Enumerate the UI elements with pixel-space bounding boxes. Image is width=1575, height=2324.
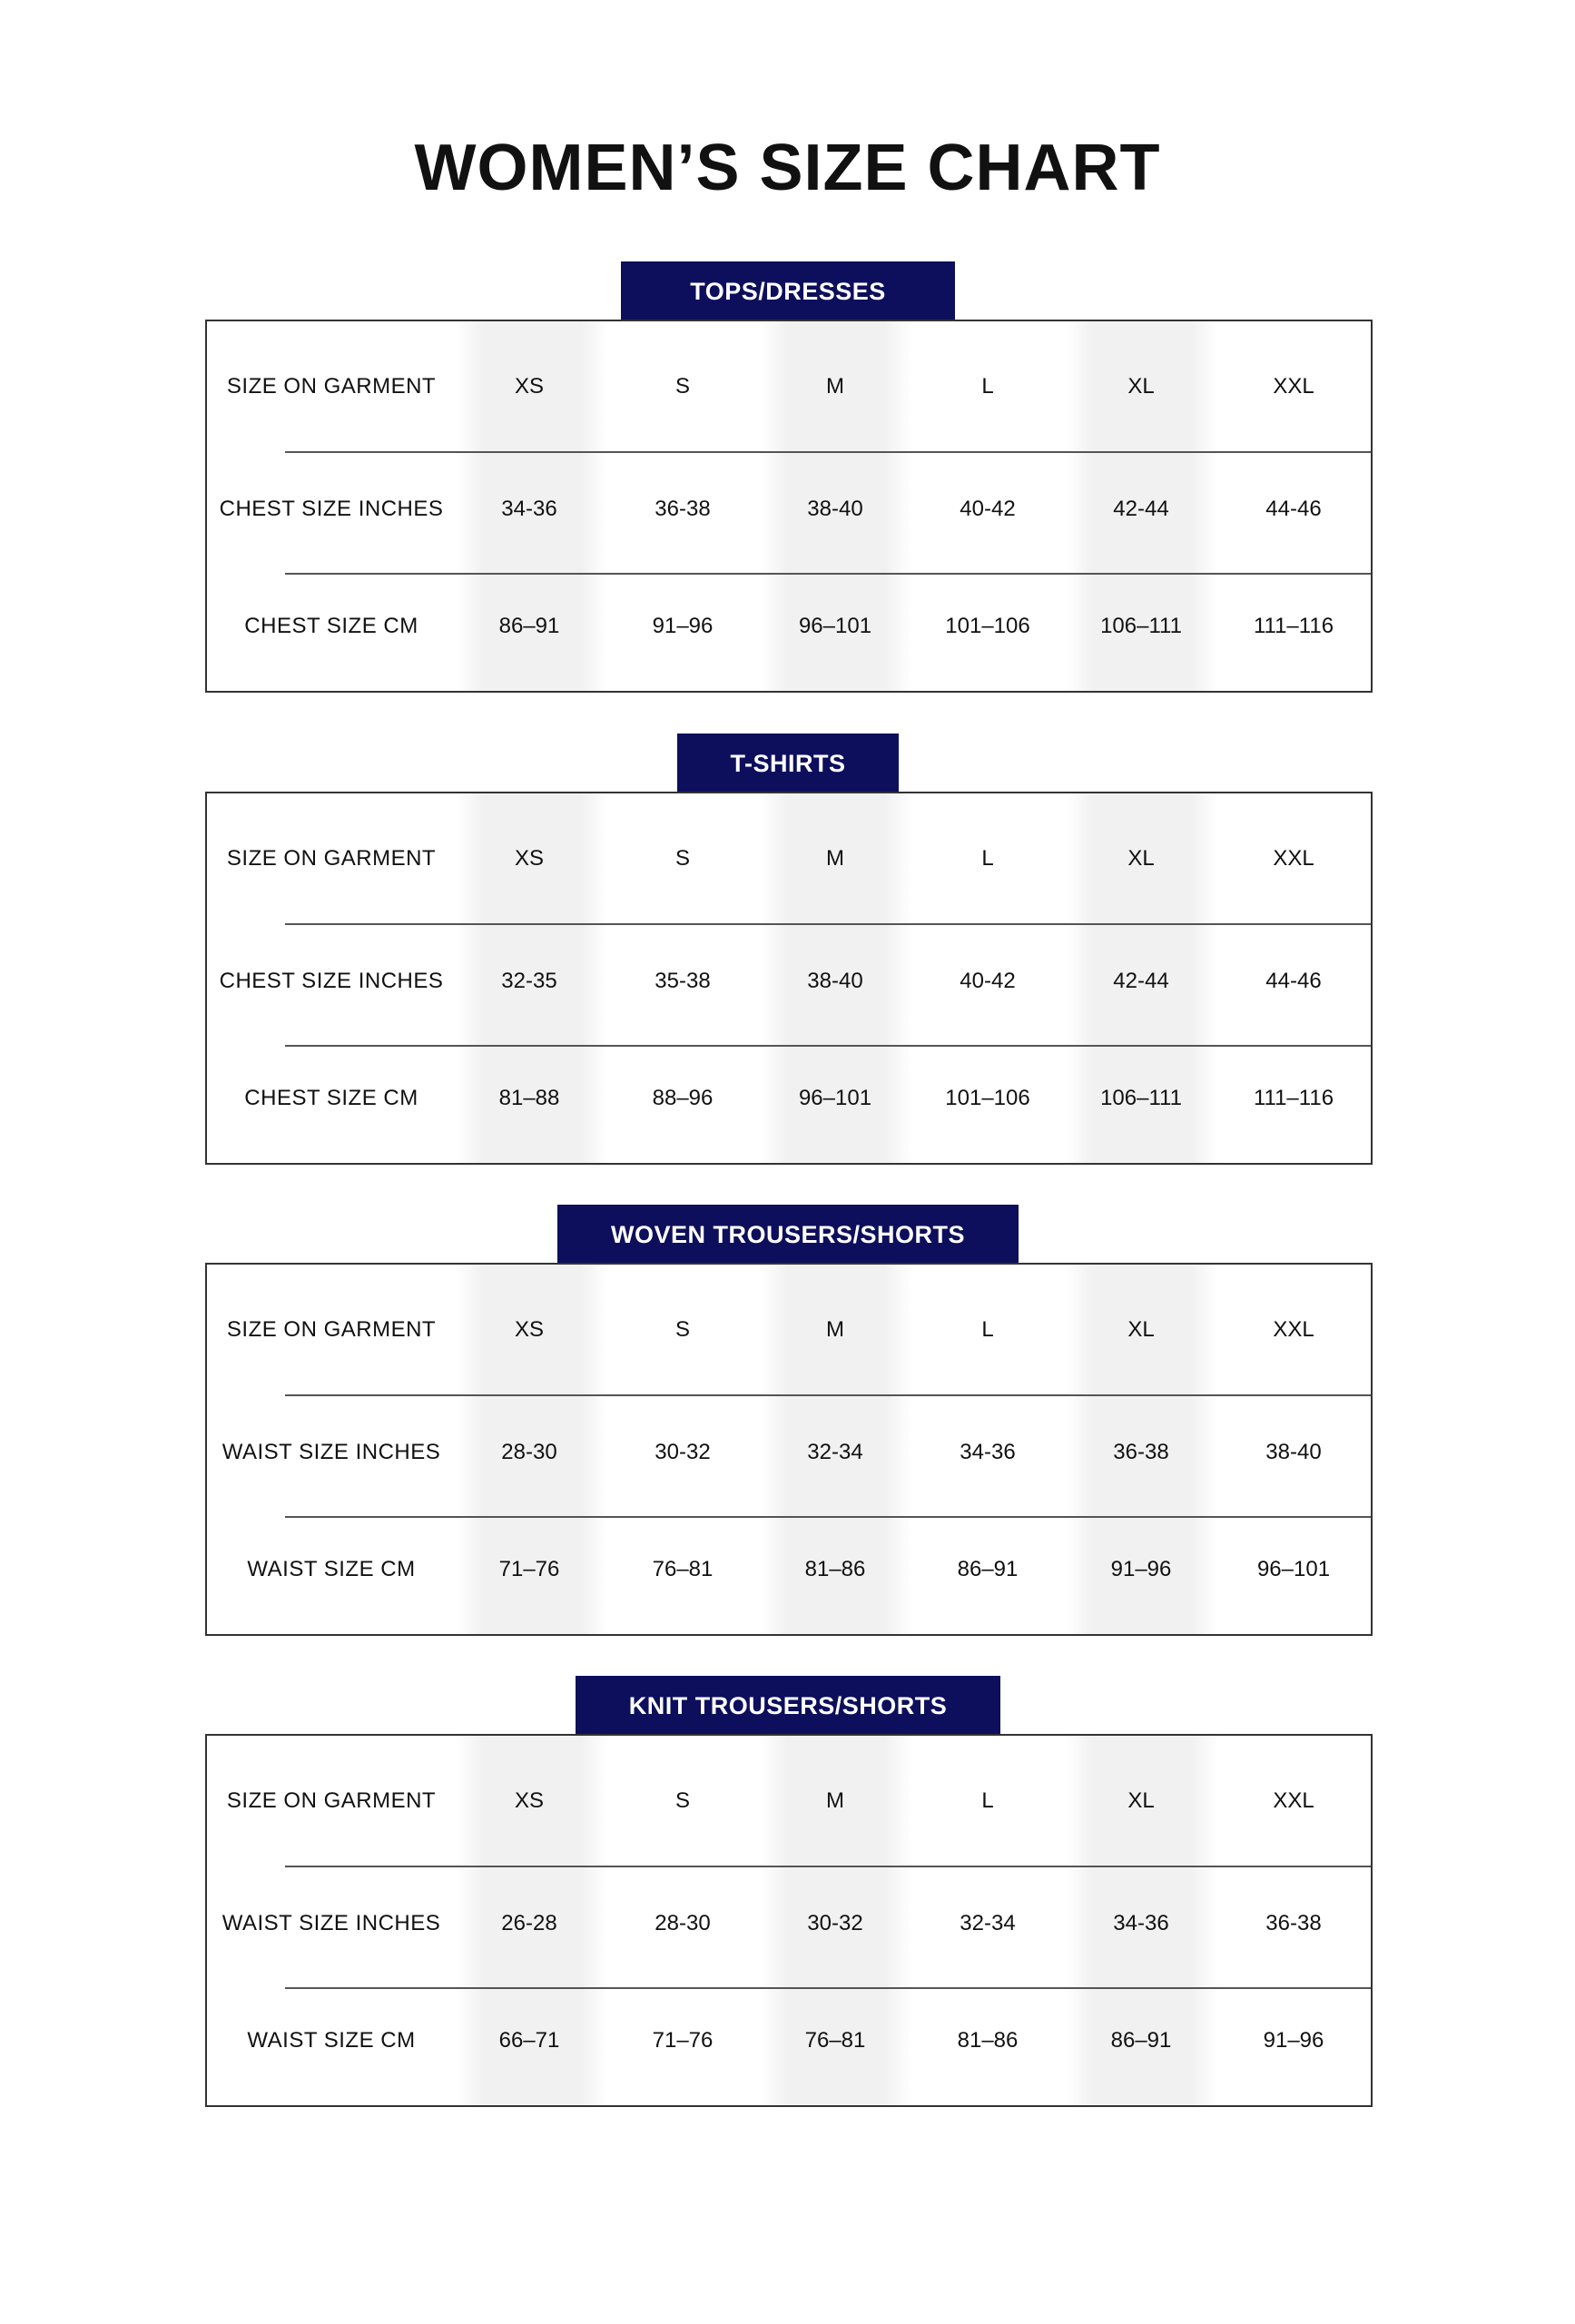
table-cell: 30-32 (807, 1911, 863, 1935)
table-cell: M (826, 846, 844, 871)
table-cell: 86–91 (957, 1557, 1019, 1581)
table-cell: XXL (1273, 846, 1314, 871)
table-cell: XS (514, 846, 544, 871)
table-cell: 76–81 (804, 2028, 866, 2053)
section-label: KNIT TROUSERS/SHORTS (576, 1676, 1000, 1736)
table-cell: 32-35 (501, 969, 557, 993)
table-row (207, 1862, 1371, 1984)
table-cell: S (674, 1317, 690, 1342)
row-label: WAIST SIZE CM (247, 1557, 416, 1581)
table-cell: 36-38 (1113, 1440, 1169, 1464)
table-cell: 86–91 (498, 614, 560, 638)
table-cell: XL (1127, 374, 1155, 399)
table-cell: 91–96 (652, 614, 714, 638)
table-cell: XS (514, 374, 544, 399)
table-cell: 38-40 (807, 969, 863, 993)
table-cell: 88–96 (652, 1086, 714, 1110)
table-cell: 40-42 (960, 497, 1016, 521)
table-row (207, 797, 1371, 920)
row-label: CHEST SIZE CM (244, 614, 418, 638)
table-cell: 28-30 (655, 1911, 711, 1935)
table-cell: 106–111 (1100, 1086, 1182, 1110)
row-label: CHEST SIZE CM (244, 1086, 418, 1110)
section-label: TOPS/DRESSES (621, 261, 955, 321)
table-cell: 111–116 (1253, 1086, 1334, 1110)
table-row (207, 325, 1371, 448)
row-label: WAIST SIZE INCHES (221, 1911, 441, 1935)
table-cell: 34-36 (1113, 1911, 1169, 1935)
table-cell: 35-38 (655, 969, 711, 993)
table-cell: 42-44 (1113, 969, 1169, 993)
table-row (207, 920, 1371, 1042)
size-table (205, 1263, 1373, 1636)
row-label: WAIST SIZE CM (247, 2028, 416, 2053)
table-cell: 28-30 (501, 1440, 557, 1464)
table-cell: S (674, 374, 690, 399)
row-label: SIZE ON GARMENT (226, 1317, 437, 1342)
table-cell: 32-34 (807, 1440, 863, 1464)
table-cell: 76–81 (652, 1557, 714, 1581)
row-label: CHEST SIZE INCHES (219, 969, 444, 993)
table-cell: 96–101 (1256, 1557, 1331, 1581)
row-label: CHEST SIZE INCHES (219, 497, 444, 521)
table-cell: 91–96 (1263, 2028, 1324, 2053)
table-cell: 96–101 (798, 614, 872, 638)
table-cell: 40-42 (960, 969, 1016, 993)
table-cell: XS (514, 1317, 544, 1342)
table-cell: L (981, 1788, 994, 1813)
table-cell: 32-34 (960, 1911, 1016, 1935)
table-cell: 86–91 (1110, 2028, 1172, 2053)
table-row (207, 1037, 1371, 1159)
table-cell: XL (1127, 1788, 1155, 1813)
section-label: T-SHIRTS (677, 734, 899, 793)
page-title: WOMEN’S SIZE CHART (414, 132, 1161, 204)
table-cell: XXL (1273, 1788, 1314, 1813)
table-cell: 26-28 (501, 1911, 557, 1935)
table-cell: 44-46 (1265, 969, 1322, 993)
table-cell: M (826, 1788, 844, 1813)
table-cell: S (674, 846, 690, 871)
table-cell: 101–106 (945, 614, 1030, 638)
size-table (205, 320, 1373, 693)
table-cell: XXL (1273, 374, 1314, 399)
table-cell: 71–76 (498, 1557, 560, 1581)
table-cell: 30-32 (655, 1440, 711, 1464)
table-row (207, 1979, 1371, 2102)
table-row (207, 565, 1371, 687)
table-cell: 106–111 (1100, 614, 1182, 638)
row-label: SIZE ON GARMENT (226, 1788, 437, 1813)
table-row (207, 1391, 1371, 1513)
table-row (207, 1268, 1371, 1391)
table-cell: 38-40 (807, 497, 863, 521)
table-cell: 71–76 (652, 2028, 714, 2053)
table-row (207, 448, 1371, 570)
table-row (207, 1508, 1371, 1630)
table-cell: 111–116 (1253, 614, 1334, 638)
table-cell: 66–71 (498, 2028, 560, 2053)
table-cell: XXL (1273, 1317, 1314, 1342)
table-cell: L (981, 1317, 994, 1342)
table-cell: 81–88 (498, 1086, 560, 1110)
table-cell: L (981, 846, 994, 871)
table-cell: L (981, 374, 994, 399)
table-cell: 91–96 (1110, 1557, 1172, 1581)
table-cell: 81–86 (957, 2028, 1019, 2053)
table-cell: 42-44 (1113, 497, 1169, 521)
table-cell: M (826, 374, 844, 399)
table-cell: XL (1127, 1317, 1155, 1342)
table-cell: 36-38 (1265, 1911, 1322, 1935)
row-label: WAIST SIZE INCHES (221, 1440, 441, 1464)
table-cell: 36-38 (655, 497, 711, 521)
row-label: SIZE ON GARMENT (226, 846, 437, 871)
size-table (205, 1734, 1373, 2107)
size-table (205, 792, 1373, 1165)
table-cell: XS (514, 1788, 544, 1813)
table-cell: 38-40 (1265, 1440, 1322, 1464)
table-cell: 34-36 (960, 1440, 1016, 1464)
table-cell: S (674, 1788, 690, 1813)
table-cell: 96–101 (798, 1086, 872, 1110)
table-cell: 44-46 (1265, 497, 1322, 521)
section-label: WOVEN TROUSERS/SHORTS (557, 1205, 1019, 1265)
table-row (207, 1739, 1371, 1862)
table-cell: 101–106 (945, 1086, 1030, 1110)
table-cell: M (826, 1317, 844, 1342)
row-label: SIZE ON GARMENT (226, 374, 437, 399)
table-cell: 81–86 (804, 1557, 866, 1581)
table-cell: XL (1127, 846, 1155, 871)
table-cell: 34-36 (501, 497, 557, 521)
